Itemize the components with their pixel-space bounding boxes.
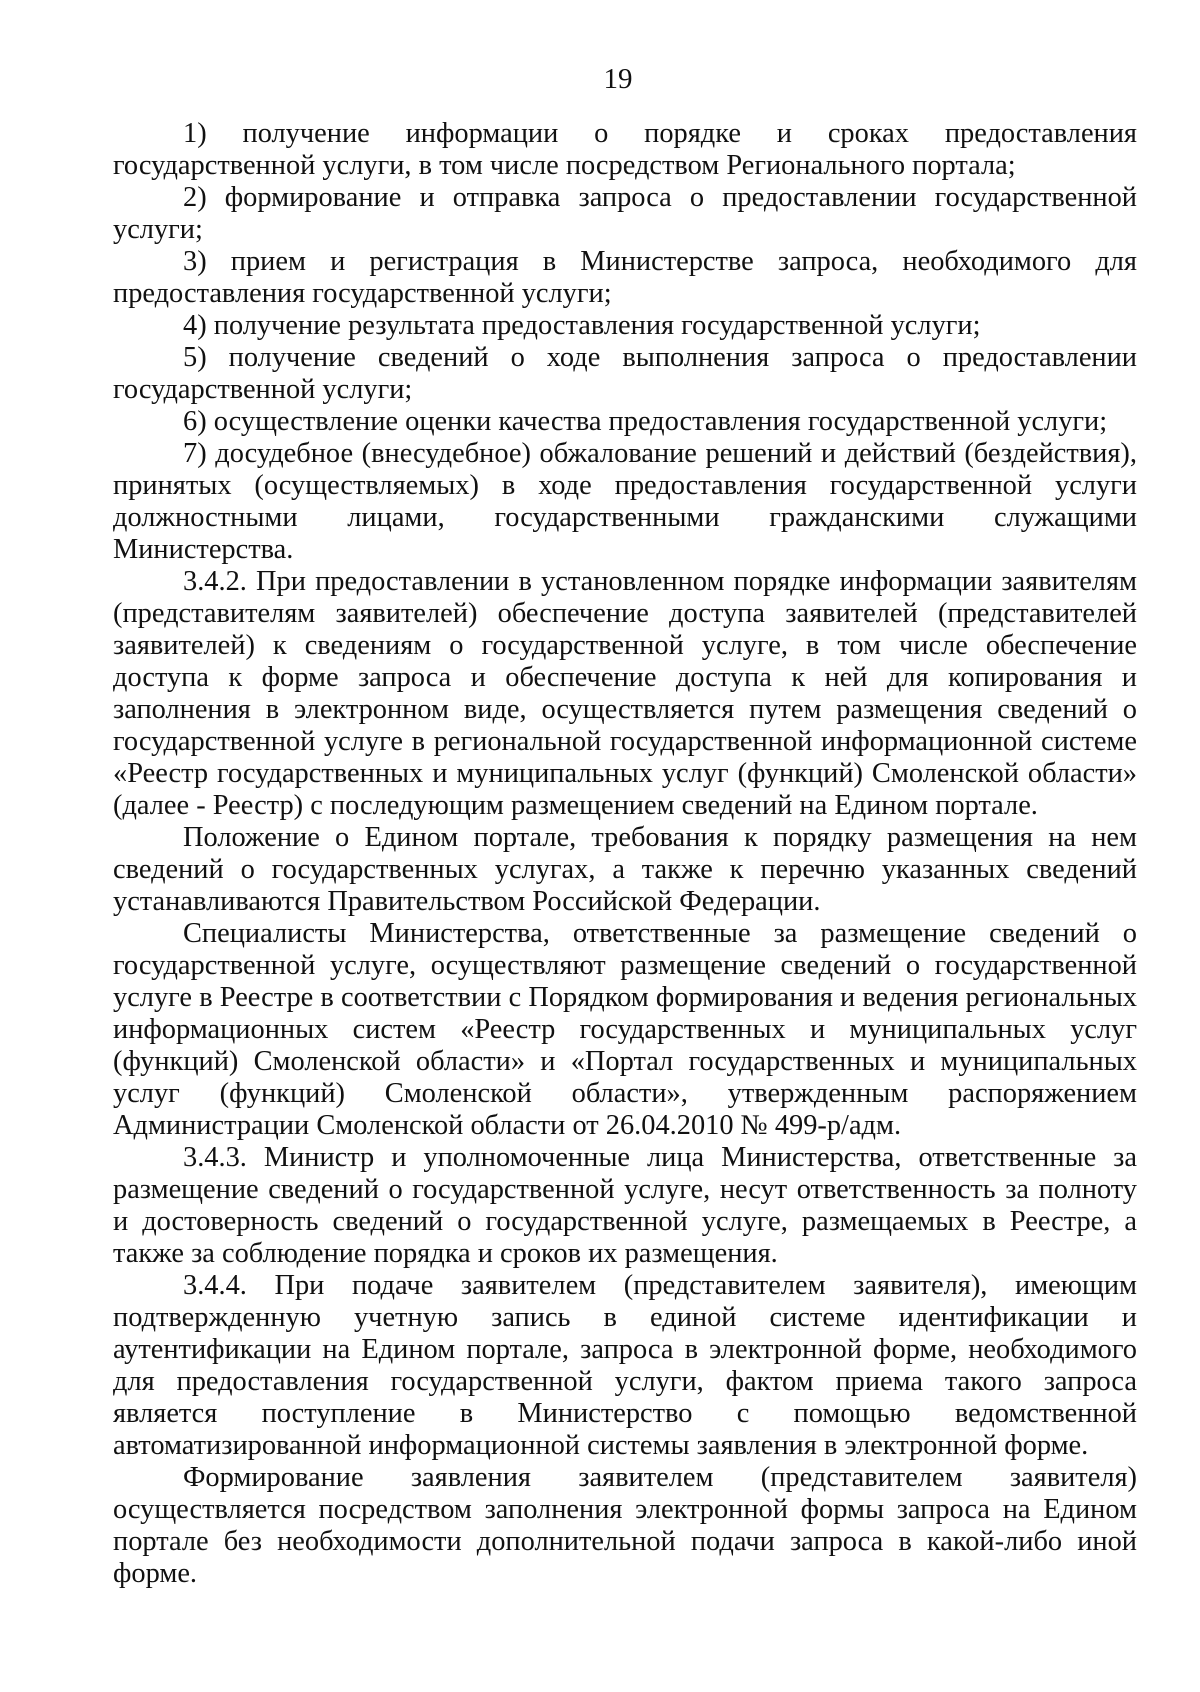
paragraph-item-7: 7) досудебное (внесудебное) обжалование решений и действий (бездействия), принятых (осуществляемых) в ходе предоставления государственной услуги должностными лицами, государственными гражданскими служащими Министерства. (113, 438, 1137, 565)
paragraph-3-4-4: 3.4.4. При подаче заявителем (представителем заявителя), имеющим подтвержденную учетную запись в единой системе идентификации и аутентификации на Едином портале, запроса в электронной форме, необходимого для предоставления государственной услуги, фактом приема такого запроса является поступление в Министерство с помощью ведомственной автоматизированной информационной системы заявления в электронной форме. (113, 1270, 1137, 1461)
page-number: 19 (603, 63, 633, 95)
paragraph-3-4-2: 3.4.2. При предоставлении в установленном порядке информации заявителям (представителям заявителей) обеспечение доступа заявителей (представителей заявителей) к сведениям о государственной услуге, в том числе обеспечение доступа к форме запроса и обеспечение доступа к ней для копирования и заполнения в электронном виде, осуществляется путем размещения сведений о государственной услуге в региональной государственной информационной системе «Реестр государственных и муниципальных услуг (функций) Смоленской области» (далее - Реестр) с последующим размещением сведений на Едином портале. (113, 566, 1137, 821)
paragraph-item-4: 4) получение результата предоставления государственной услуги; (183, 310, 981, 341)
paragraph-specialists: Специалисты Министерства, ответственные за размещение сведений о государственной услуге, осуществляют размещение сведений о государственной услуге в Реестре в соответствии с Порядком формирования и ведения региональных информационных систем «Реестр государственных и муниципальных услуг (функций) Смоленской области» и «Портал государственных и муниципальных услуг (функций) Смоленской области», утвержденным распоряжением Администрации Смоленской области от 26.04.2010 № 499-р/адм. (113, 918, 1137, 1141)
paragraph-item-5: 5) получение сведений о ходе выполнения запроса о предоставлении государственной услуги; (113, 342, 1137, 405)
paragraph-3-4-3: 3.4.3. Министр и уполномоченные лица Министерства, ответственные за размещение сведений о государственной услуге, несут ответственность за полноту и достоверность сведений о государственной услуге, размещаемых в Реестре, а также за соблюдение порядка и сроков их размещения. (113, 1142, 1137, 1269)
paragraph-item-6: 6) осуществление оценки качества предоставления государственной услуги; (183, 406, 1108, 437)
paragraph-application-forming: Формирование заявления заявителем (представителем заявителя) осуществляется посредством заполнения электронной формы запроса на Едином портале без необходимости дополнительной подачи запроса в какой-либо иной форме. (113, 1462, 1137, 1589)
paragraph-item-3: 3) прием и регистрация в Министерстве запроса, необходимого для предоставления государственной услуги; (113, 246, 1137, 309)
document-body (113, 118, 1137, 1590)
paragraph-item-2: 2) формирование и отправка запроса о предоставлении государственной услуги; (113, 182, 1137, 245)
paragraph-portal-regulation: Положение о Едином портале, требования к порядку размещения на нем сведений о государственных услугах, а также к перечню указанных сведений устанавливаются Правительством Российской Федерации. (113, 822, 1137, 917)
paragraph-item-1: 1) получение информации о порядке и сроках предоставления государственной услуги, в том числе посредством Регионального портала; (113, 118, 1137, 181)
